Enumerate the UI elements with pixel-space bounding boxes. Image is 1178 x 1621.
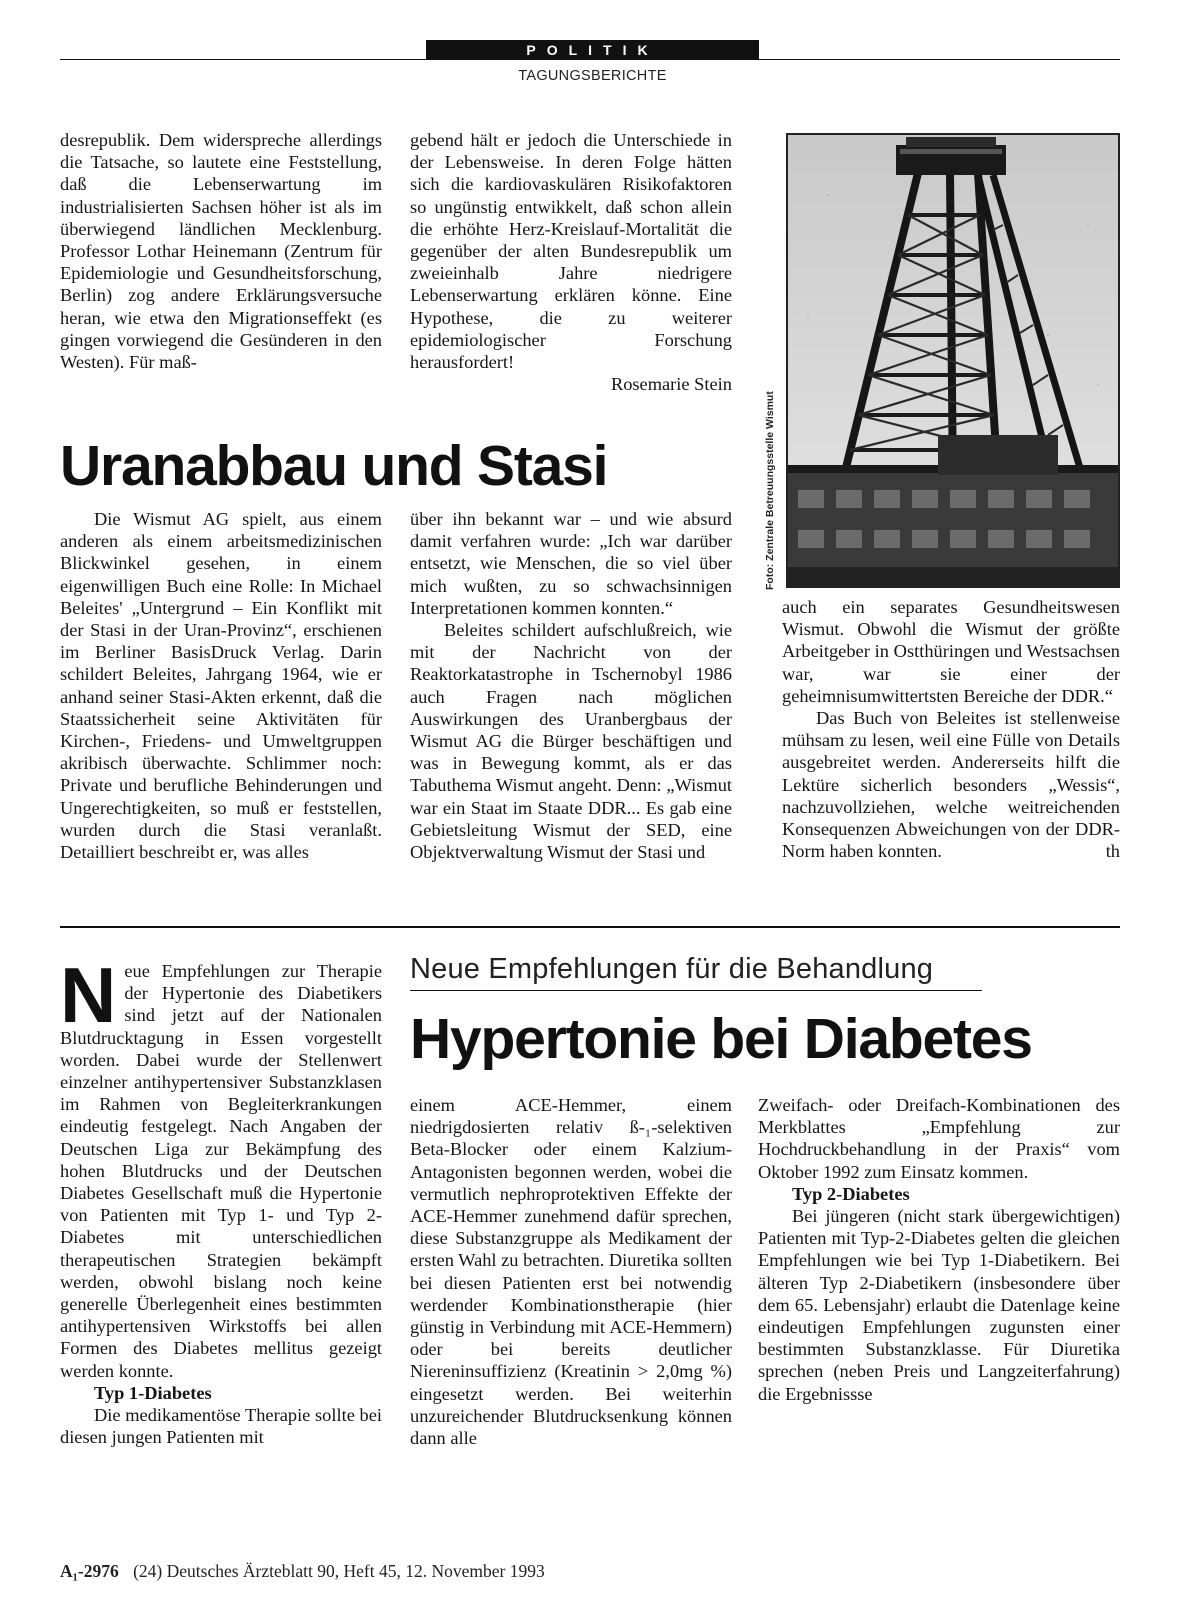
- article3-col3-para1: Zweifach- oder Dreifach-Kombinationen des Merkblattes „Empfehlung zur Hochdruckbehandlung in der Praxis“ vom Oktober 1992 zum Einsatz kommen.: [758, 1095, 1120, 1182]
- article1-author: Rosemarie Stein: [610, 374, 732, 395]
- article3-subhead-typ2: Typ 2-Diabetes: [792, 1183, 910, 1204]
- article3-col2: [410, 1094, 732, 1449]
- subsection-label: TAGUNGSBERICHTE: [518, 68, 667, 84]
- article-separator: [60, 926, 1120, 928]
- article2-col3: [782, 596, 1120, 863]
- photo-credit: [764, 391, 780, 590]
- article1-col1: [60, 129, 382, 373]
- article2-col1: [60, 508, 382, 863]
- photo-credit-text: Foto: Zentrale Betreuungsstelle Wismut: [764, 391, 776, 590]
- footer-citation: (24) Deutsches Ärzteblatt 90, Heft 45, 12. November 1993: [133, 1561, 545, 1581]
- article2-col2-para2: Beleites schildert aufschlußreich, wie mit der Nachricht von der Reaktorkatastrophe in Tschernobyl 1986 auch Fragen nach möglichen Auswirkungen des Uranbergbaus der Wismut AG die Bürger beschäftigen und was in Bewegung kommt, als er das Tabuthema Wismut angeht. Denn: „Wismut war ein Staat im Staate DDR... Es gab eine Gebietsleitung Wismut der SED, eine Objektverwaltung Wismut der Stasi und: [410, 620, 732, 863]
- headframe-illustration: [788, 135, 1120, 588]
- page-code: A₁-2976: [60, 1561, 119, 1581]
- article2-col3-para2: Das Buch von Beleites ist stellenweise mühsam zu lesen, weil eine Fülle von Details ausgebreitet werden. Andererseits hilft die Lektüre sicherlich besonders „Wessis“, nachzuvollziehen, welche weitreichenden Konsequenzen Abweichungen von der DDR-Norm haben konnten.: [782, 708, 1120, 862]
- article3-dropcap: N: [60, 951, 117, 1039]
- article1-col2-text: gebend hält er jedoch die Unterschiede in der Lebensweise. In deren Folge hätten sich die kardiovaskulären Risikofaktoren so ungünstig entwikkelt, daß schon allein die erhöhte Herz-Kreislauf-Mortalität die gegenüber der alten Bundesrepublik um zweieinhalb Jahre niedrigere Lebenserwartung erklären könne. Eine Hypothese, die zu weiterer epidemiologischer Forschung herausfordert!: [410, 130, 732, 373]
- page-footer: [60, 1561, 545, 1582]
- article3-col3: [758, 1094, 1120, 1405]
- article2-col1-text: Die Wismut AG spielt, aus einem anderen als einem arbeitsmedizinischen Blickwinkel gesehen, in einem eigenwilligen Buch eine Rolle: In Michael Beleites' „Untergrund – Ein Konflikt mit der Stasi in der Uran-Provinz“, erschienen im Berliner BasisDruck Verlag. Darin schildert Beleites, Jahrgang 1964, wie er anhand seiner Stasi-Akten erkennt, daß die Staatssicherheit seine Aktivitäten für Kirchen-, Friedens- und Umweltgruppen akribisch überwachte. Schlimmer noch: Private und berufliche Behinderungen und Ungerechtigkeiten, so muß er feststellen, wurden durch die Stasi veranlaßt. Detailliert beschreibt er, was alles: [60, 509, 382, 863]
- article3-kicker: Neue Empfehlungen für die Behandlung: [410, 953, 934, 985]
- headframe-photo: [786, 133, 1120, 588]
- article3-col2-text: einem ACE-Hemmer, einem niedrigdosierten relativ ß-₁-selektiven Beta-Blocker oder einem Kalzium-Antagonisten begonnen werden, wobei die vermutlich nephroprotektiven Effekte der ACE-Hemmer zunehmend dafür sprechen, diese Substanzgruppe als Medikament der ersten Wahl zu betrachten. Diuretika sollten bei diesen Patienten erst bei notwendig werdender Kombinationstherapie (hier günstig in Verbindung mit ACE-Hemmern) oder bei bereits deutlicher Niereninsuffizienz (Kreatinin > 2,0mg %) eingesetzt werden. Bei weiterhin unzureichender Blutdrucksenkung können dann alle: [410, 1095, 732, 1449]
- article3-headline: Hypertonie bei Diabetes: [410, 1007, 1032, 1071]
- article2-author: th: [1105, 841, 1120, 862]
- article2-col2: [410, 508, 732, 863]
- article1-col2: [410, 129, 732, 395]
- article3-col3-para2: Bei jüngeren (nicht stark übergewichtigen) Patienten mit Typ-2-Diabetes gelten die gleichen Empfehlungen wie bei Typ 1-Diabetikern. Bei älteren Typ 2-Diabetikern (insbesondere über dem 65. Lebensjahr) erlaubt die Datenlage keine eindeutigen Empfehlungen zugunsten einer bestimmten Substanzklasse. Für Diuretika sprechen (neben Preis und Langzeiterfahrung) die Ergebnissse: [758, 1206, 1120, 1404]
- section-label: POLITIK: [426, 40, 759, 60]
- article2-col3-para1: auch ein separates Gesundheitswesen Wismut. Obwohl die Wismut der größte Arbeitgeber in Ostthüringen und Westsachsen war, war sie einer der geheimnisumwittertsten Bereiche der DDR.“: [782, 597, 1120, 706]
- article3-col1-para2: Die medikamentöse Therapie sollte bei diesen jungen Patienten mit: [60, 1405, 382, 1448]
- article3-subhead-typ1: Typ 1-Diabetes: [94, 1382, 212, 1403]
- article1-col1-text: desrepublik. Dem widerspreche allerdings die Tatsache, so lautete eine Feststellung, daß die Lebenserwartung im industrialisierten Sachsen höher ist als im überwiegend ländlichen Mecklenburg. Professor Lothar Heinemann (Zentrum für Epidemiologie und Gesundheitsforschung, Berlin) zog andere Erklärungsversuche heran, wie etwa den Migrationseffekt (es gingen vorwiegend die Gesünderen in den Westen). Für maß-: [60, 130, 382, 373]
- article2-col2-para1: über ihn bekannt war – und wie absurd damit verfahren wurde: „Ich war darüber entsetzt, wie Menschen, die so viel über mich wußten, zu so schwachsinnigen Interpretationen kommen konnten.“: [410, 509, 732, 618]
- article3-intro: eue Empfehlungen zur Therapie der Hypertonie des Diabetikers sind jetzt auf der Nationalen Blutdrucktagung in Essen vorgestellt worden. Dabei wurde der Stellenwert einzelner antihypertensiver Substanzklasen im Rahmen von Begleiterkrankungen eindeutig festgelegt. Nach Angaben der Deutschen Liga zur Bekämpfung des hohen Blutdrucks und der Deutschen Diabetes Gesellschaft muß die Hypertonie von Patienten mit Typ 1- und Typ 2-Diabetes mit unterschiedlichen therapeutischen Strategien bekämpft werden, obwohl bislang noch keine generelle Überlegenheit eines bestimmten antihypertensiven Wirkstoffs bei allen Formen des Diabetes mellitus gezeigt werden konnte.: [60, 961, 382, 1381]
- article2-headline: Uranabbau und Stasi: [60, 434, 608, 498]
- kicker-rule: [410, 990, 982, 991]
- article3-col1: [60, 951, 382, 1448]
